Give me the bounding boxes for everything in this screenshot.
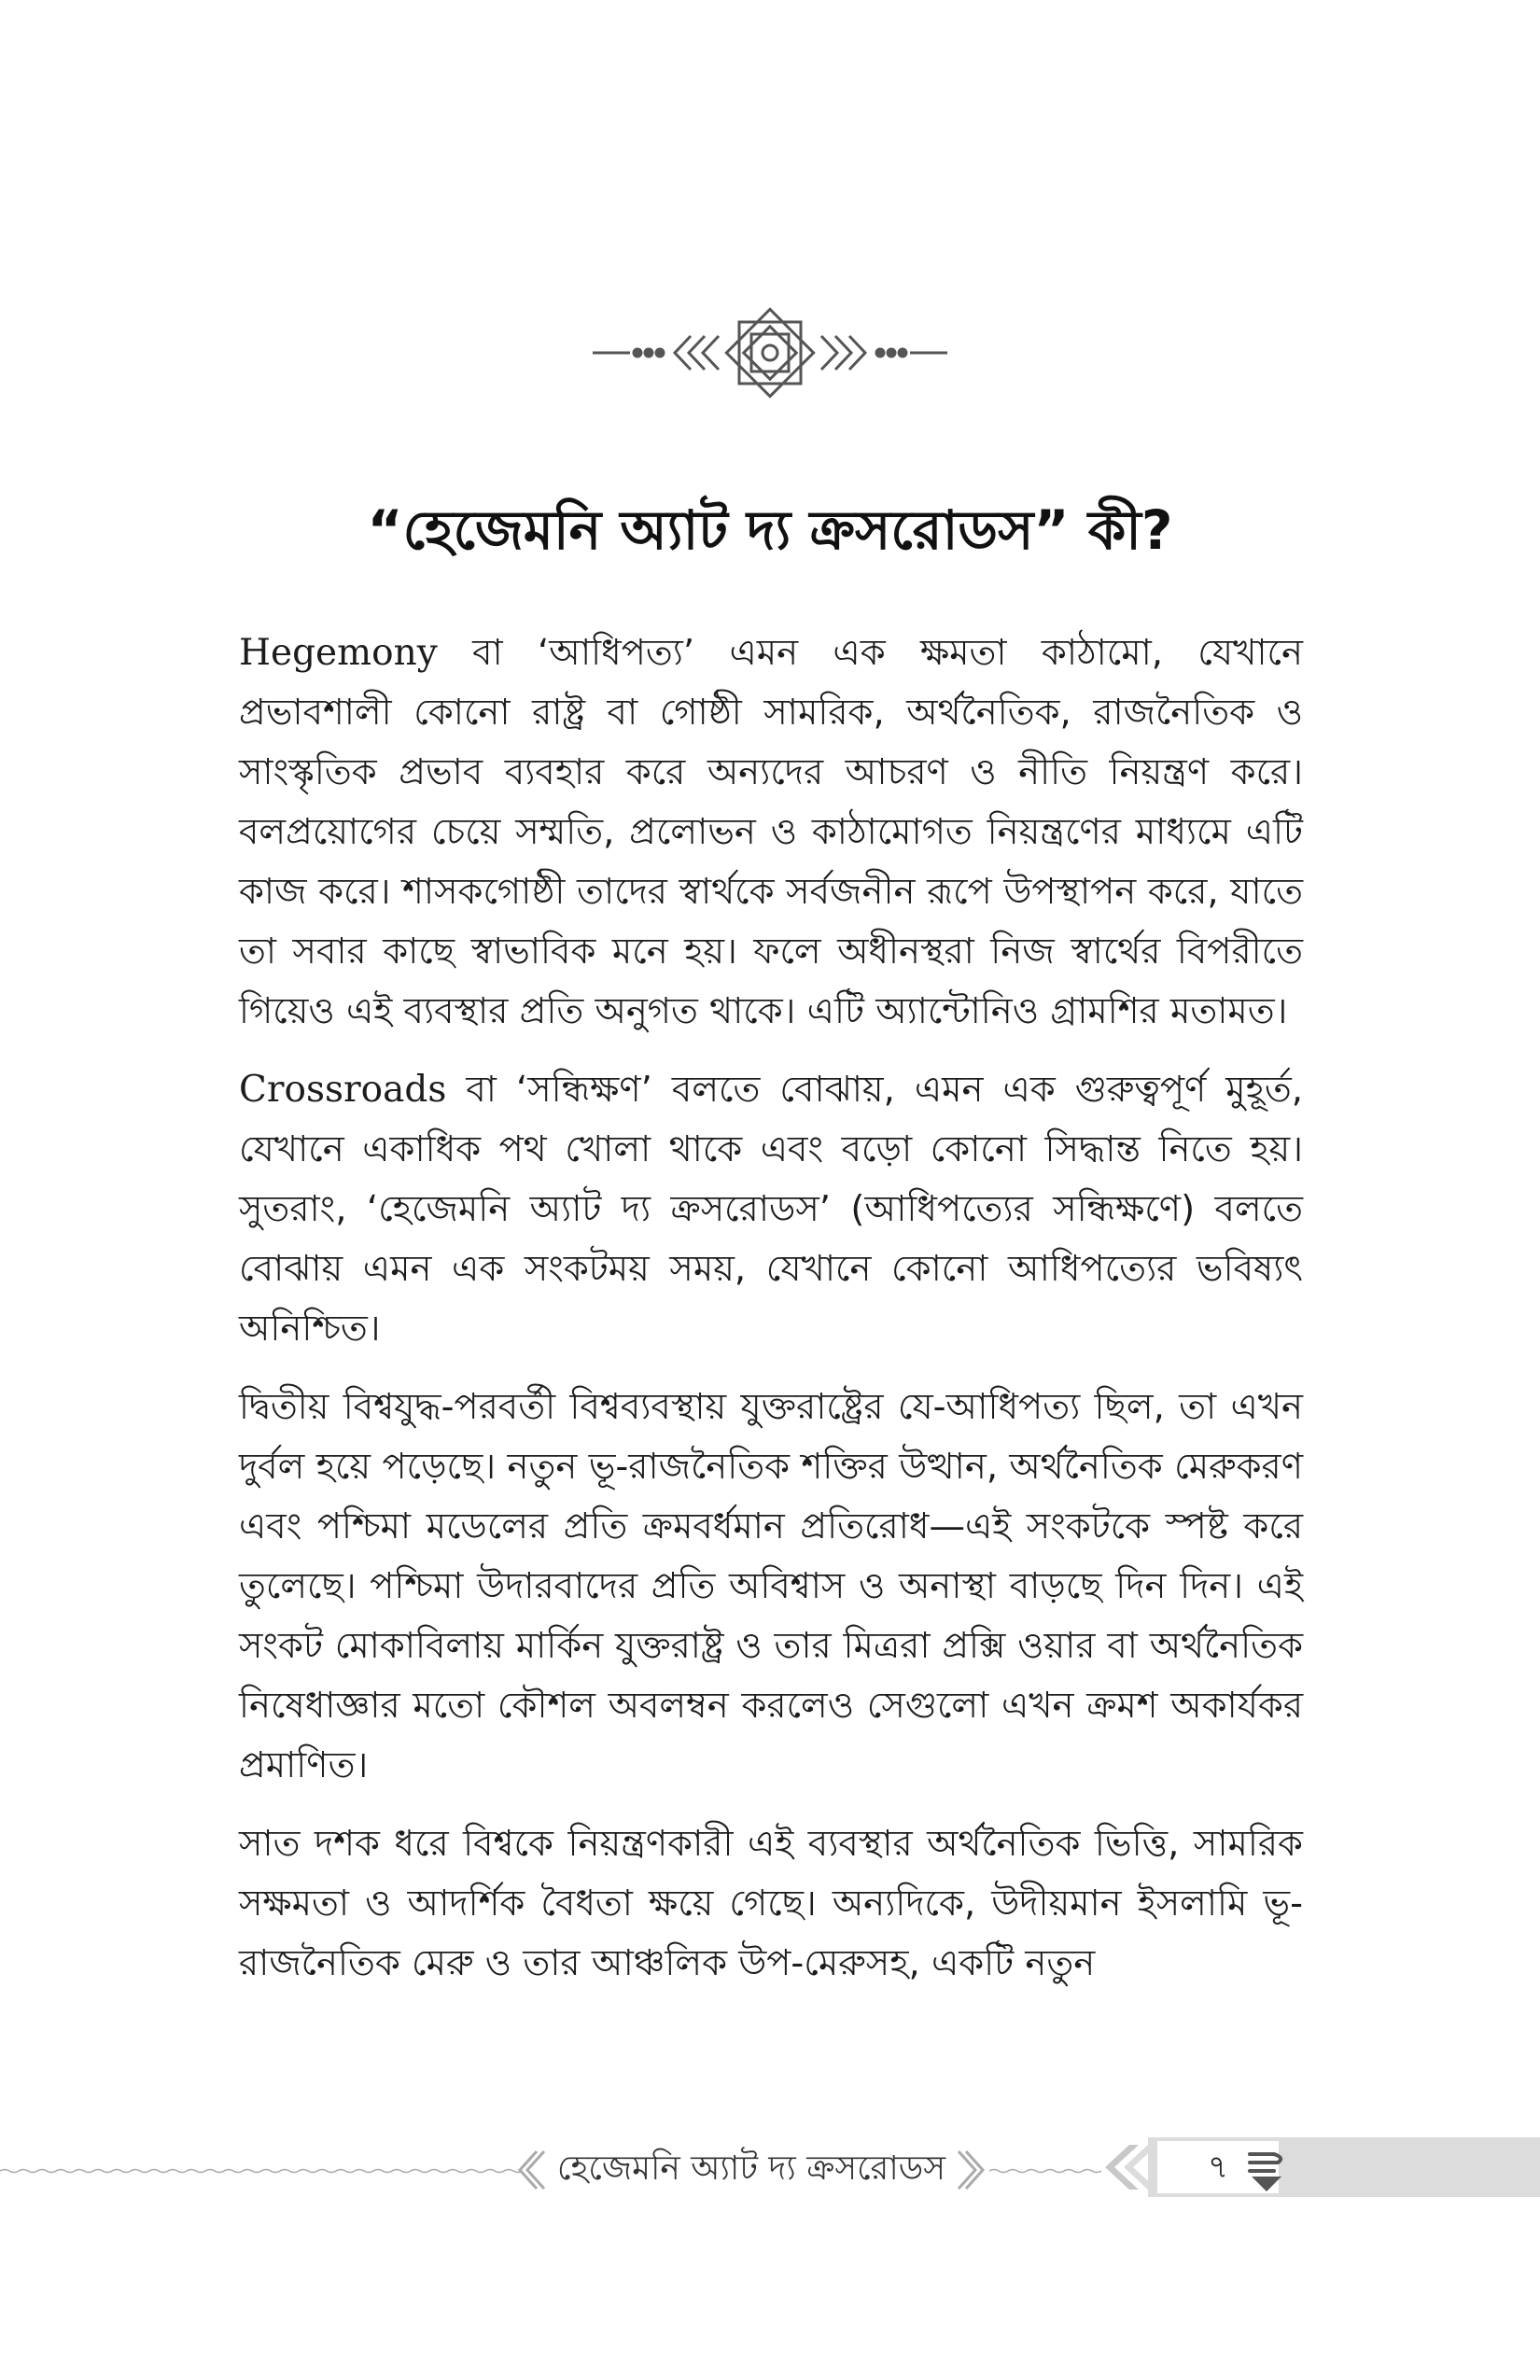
term-hegemony: Hegemony (239, 632, 438, 674)
star-ornament-icon (593, 297, 947, 409)
page-footer (0, 2137, 1540, 2203)
running-title (509, 2141, 994, 2197)
paragraph-text: দ্বিতীয় বিশ্বযুদ্ধ-পরবর্তী বিশ্বব্যবস্থায় যুক্তরাষ্ট্রের যে-আধিপত্য ছিল, তা এখন দুর্বল হয়ে পড়েছে। নতুন ভূ-রাজনৈতিক শক্তির উত্থান, অর্থনৈতিক মেরুকরণ এবং পশ্চিমা মডেলের প্রতি ক্রমবর্ধমান প্রতিরোধ—এই সংকটকে স্পষ্ট করে তুলেছে। পশ্চিমা উদারবাদের প্রতি অবিশ্বাস ও অনাস্থা বাড়ছে দিন দিন। এই সংকট মোকাবিলায় মার্কিন যুক্তরাষ্ট্র ও তার মিত্ররা প্রক্সি ওয়ার বা অর্থনৈতিক নিষেধাজ্ঞার মতো কৌশল অবলম্বন করলেও সেগুলো এখন ক্রমশ অকার্যকর প্রমাণিত। (239, 1386, 1303, 1786)
paragraph-text: সাত দশক ধরে বিশ্বকে নিয়ন্ত্রণকারী এই ব্যবস্থার অর্থনৈতিক ভিত্তি, সামরিক সক্ষমতা ও আদর্শিক বৈধতা ক্ষয়ে গেছে। অন্যদিকে, উদীয়মান ইসলামি ভূ-রাজনৈতিক মেরু ও তার আঞ্চলিক উপ-মেরুসহ, একটি নতুন (239, 1823, 1303, 1984)
running-title-text: হেজেমনি অ্যাট দ্য ক্রসরোডস (556, 2149, 946, 2188)
body-text (239, 623, 1303, 2012)
paragraph-seven-decades (239, 1814, 1303, 1994)
page-number: ৭ (1207, 2149, 1229, 2186)
chevron-right-icon (957, 2147, 994, 2193)
footer-rule (0, 2168, 523, 2174)
paragraph-post-war-order (239, 1378, 1303, 1796)
term-crossroads: Crossroads (239, 1069, 447, 1111)
page-title: “হেজেমনি অ্যাট দ্য ক্রসরোডস” কী? (367, 498, 1173, 562)
paragraph-crossroads (239, 1060, 1303, 1359)
page-tab (1092, 2137, 1540, 2197)
book-icon (1246, 2149, 1289, 2193)
paragraph-hegemony (239, 623, 1303, 1042)
paragraph-text: বা ‘আধিপত্য’ এমন এক ক্ষমতা কাঠামো, যেখানে প্রভাবশালী কোনো রাষ্ট্র বা গোষ্ঠী সামরিক, অর্থনৈতিক, রাজনৈতিক ও সাংস্কৃতিক প্রভাব ব্যবহার করে অন্যদের আচরণ ও নীতি নিয়ন্ত্রণ করে। বলপ্রয়োগের চেয়ে সম্মতি, প্রলোভন ও কাঠামোগত নিয়ন্ত্রণের মাধ্যমে এটি কাজ করে। শাসকগোষ্ঠী তাদের স্বার্থকে সর্বজনীন রূপে উপস্থাপন করে, যাতে তা সবার কাছে স্বাভাবিক মনে হয়। ফলে অধীনস্থরা নিজ স্বার্থের বিপরীতে গিয়েও এই ব্যবস্থার প্রতি অনুগত থাকে। এটি অ্যান্টোনিও গ্রামশির মতামত। (239, 632, 1303, 1032)
paragraph-text: বা ‘সন্ধিক্ষণ’ বলতে বোঝায়, এমন এক গুরুত্বপূর্ণ মুহূর্ত, যেখানে একাধিক পথ খোলা থাকে এবং বড়ো কোনো সিদ্ধান্ত নিতে হয়। সুতরাং, ‘হেজেমনি অ্যাট দ্য ক্রসরোডস’ (আধিপত্যের সন্ধিক্ষণে) বলতে বোঝায় এমন এক সংকটময় সময়, যেখানে কোনো আধিপত্যের ভবিষ্যৎ অনিশ্চিত। (239, 1069, 1303, 1350)
footer-rule-right (989, 2168, 1101, 2174)
chevron-left-icon (509, 2147, 546, 2193)
